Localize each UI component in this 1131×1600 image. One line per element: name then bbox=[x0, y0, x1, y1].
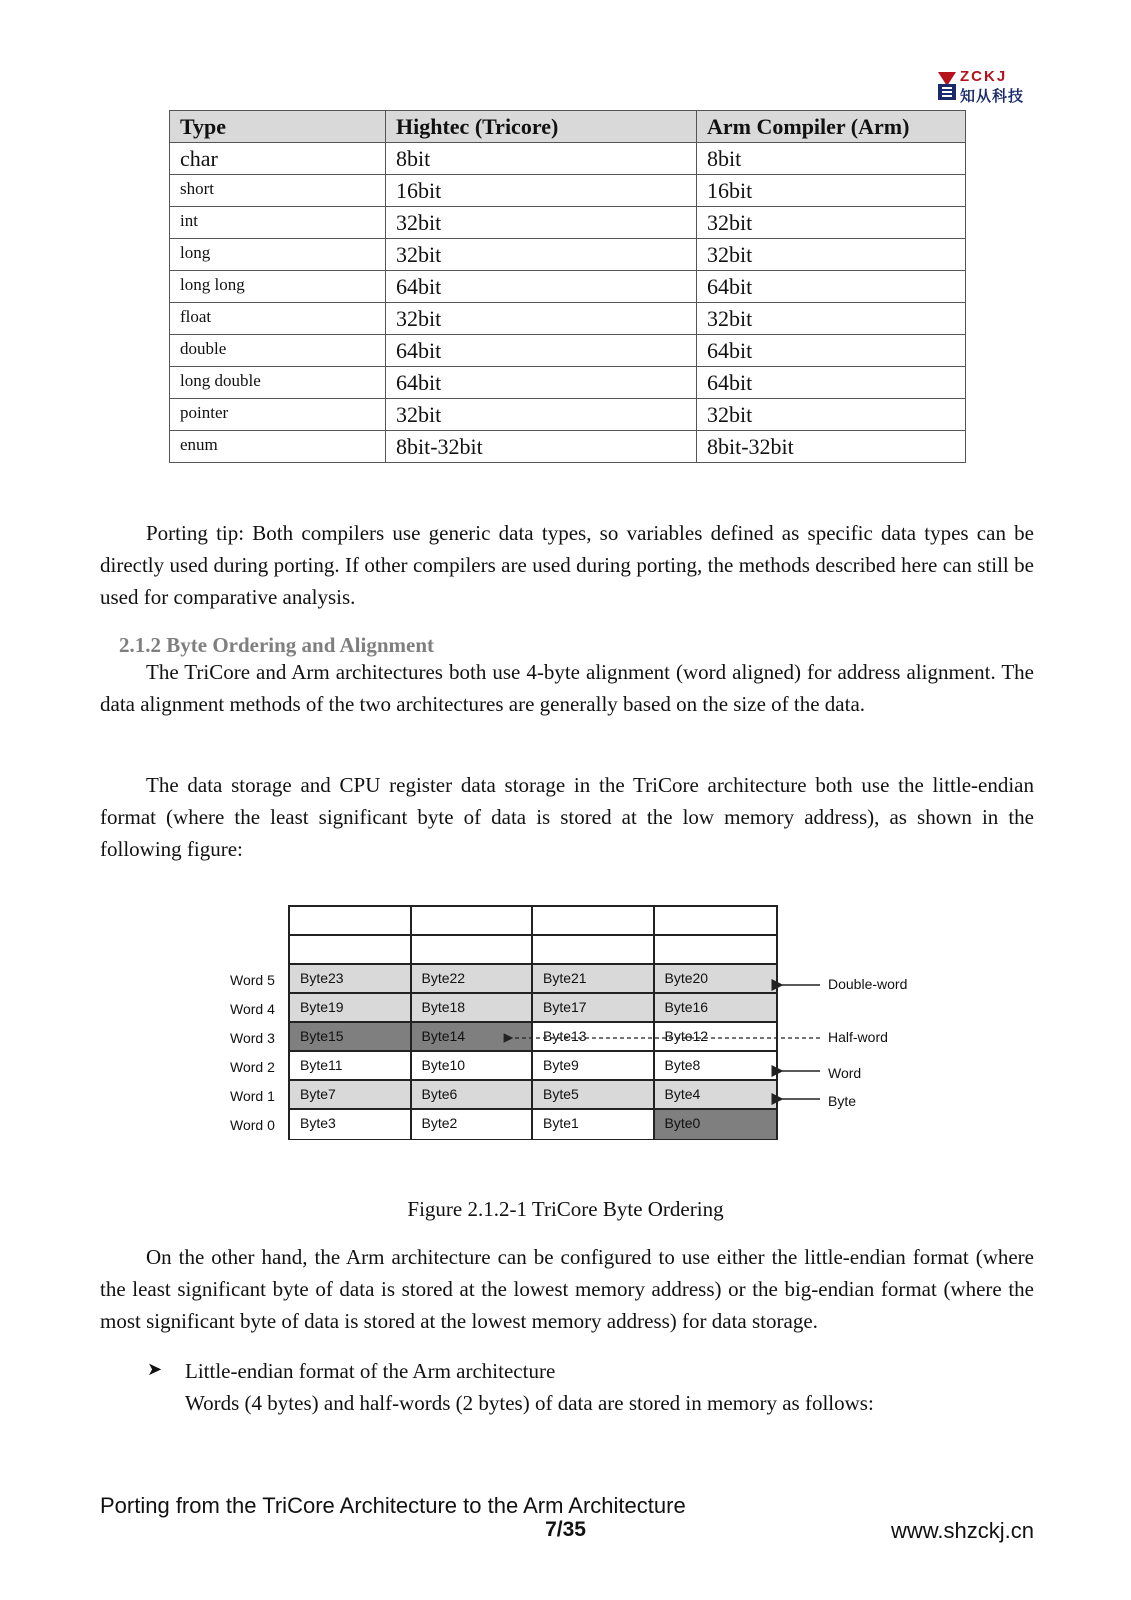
type-cell: short bbox=[170, 175, 386, 207]
byte-cell: Byte0 bbox=[655, 1110, 777, 1139]
porting-tip-text: Porting tip: Both compilers use generic data types, so variables defined as specific data types can be directly used during porting. If other compilers are used during porting, the methods described here can still be used for comparative analysis. bbox=[100, 521, 1034, 609]
arm-size-cell: 64bit bbox=[697, 367, 966, 399]
tricore-size-cell: 32bit bbox=[386, 399, 697, 431]
header-arm: Arm Compiler (Arm) bbox=[697, 111, 966, 143]
table-row bbox=[170, 143, 966, 175]
arm-size-cell: 32bit bbox=[697, 399, 966, 431]
word-label: Word 4 bbox=[230, 1001, 275, 1017]
table-row bbox=[170, 239, 966, 271]
bullet-title: Little-endian format of the Arm architecture bbox=[185, 1359, 556, 1383]
tricore-size-cell: 64bit bbox=[386, 335, 697, 367]
little-endian-paragraph bbox=[100, 769, 1034, 865]
porting-tip-paragraph bbox=[100, 517, 1034, 613]
figure-caption: Figure 2.1.2-1 TriCore Byte Ordering bbox=[407, 1197, 724, 1221]
bullet-arrow-icon: ➤ bbox=[147, 1359, 163, 1379]
byte-cell: Byte9 bbox=[533, 1052, 655, 1081]
little-endian-text: The data storage and CPU register data storage in the TriCore architecture both use the little-endian format (where the least significant byte of data is stored at the low memory address), as shown in the following figure: bbox=[100, 773, 1034, 861]
type-cell: long double bbox=[170, 367, 386, 399]
table-row bbox=[170, 303, 966, 335]
byte-cell: Byte15 bbox=[290, 1023, 412, 1052]
byte-cell: Byte3 bbox=[290, 1110, 412, 1139]
byte-cell: Byte17 bbox=[533, 994, 655, 1023]
arm-size-cell: 64bit bbox=[697, 335, 966, 367]
byte-cell: Byte11 bbox=[290, 1052, 412, 1081]
byte-cell: Byte20 bbox=[655, 965, 777, 994]
arm-config-text: On the other hand, the Arm architecture can be configured to use either the little-endian format (where the least significant byte of data is stored at the lowest memory address) or the big-endian format (where the most significant byte of data is stored at the lowest memory address) for data storage. bbox=[100, 1245, 1034, 1333]
byte-cell: Byte1 bbox=[533, 1110, 655, 1139]
alignment-text: The TriCore and Arm architectures both use 4-byte alignment (word aligned) for address alignment. The data alignment methods of the two architectures are generally based on the size of the data. bbox=[100, 660, 1034, 716]
page-number: 7/35 bbox=[545, 1518, 586, 1541]
table-row bbox=[170, 271, 966, 303]
logo-text-en: ZCKJ bbox=[960, 68, 1008, 85]
type-cell: enum bbox=[170, 431, 386, 463]
header-type: Type bbox=[170, 111, 386, 143]
figure-arrows bbox=[220, 905, 940, 1145]
table-row bbox=[170, 399, 966, 431]
word-label: Word 1 bbox=[230, 1088, 275, 1104]
word-label: Word 2 bbox=[230, 1059, 275, 1075]
table-row bbox=[170, 431, 966, 463]
byte-cell: Byte7 bbox=[290, 1081, 412, 1110]
word-label: Word 0 bbox=[230, 1117, 275, 1133]
tricore-size-cell: 16bit bbox=[386, 175, 697, 207]
double-word-label: Double-word bbox=[828, 976, 908, 992]
tricore-size-cell: 32bit bbox=[386, 239, 697, 271]
alignment-paragraph bbox=[100, 656, 1034, 720]
byte-cell: Byte23 bbox=[290, 965, 412, 994]
tricore-size-cell: 64bit bbox=[386, 367, 697, 399]
type-cell: int bbox=[170, 207, 386, 239]
table-row bbox=[170, 207, 966, 239]
byte-cell: Byte2 bbox=[412, 1110, 534, 1139]
type-cell: long bbox=[170, 239, 386, 271]
type-cell: double bbox=[170, 335, 386, 367]
byte-cell: Byte10 bbox=[412, 1052, 534, 1081]
table-row bbox=[170, 335, 966, 367]
data-type-table bbox=[169, 110, 966, 463]
type-cell: float bbox=[170, 303, 386, 335]
half-word-label: Half-word bbox=[828, 1029, 888, 1045]
byte-cell: Byte5 bbox=[533, 1081, 655, 1110]
byte-cell: Byte6 bbox=[412, 1081, 534, 1110]
byte-cell: Byte16 bbox=[655, 994, 777, 1023]
table-row bbox=[170, 367, 966, 399]
bullet-text: Words (4 bytes) and half-words (2 bytes) of data are stored in memory as follows: bbox=[185, 1391, 874, 1415]
arm-size-cell: 64bit bbox=[697, 271, 966, 303]
type-cell: long long bbox=[170, 271, 386, 303]
arm-size-cell: 8bit bbox=[697, 143, 966, 175]
tricore-size-cell: 64bit bbox=[386, 271, 697, 303]
company-logo bbox=[936, 70, 1036, 106]
tricore-size-cell: 32bit bbox=[386, 207, 697, 239]
arm-size-cell: 8bit-32bit bbox=[697, 431, 966, 463]
tricore-size-cell: 8bit bbox=[386, 143, 697, 175]
byte-cell: Byte18 bbox=[412, 994, 534, 1023]
table-row bbox=[170, 175, 966, 207]
byte-cell: Byte21 bbox=[533, 965, 655, 994]
byte-cell: Byte19 bbox=[290, 994, 412, 1023]
logo-mark-icon bbox=[936, 70, 958, 102]
byte-cell: Byte14 bbox=[412, 1023, 534, 1052]
arm-size-cell: 16bit bbox=[697, 175, 966, 207]
arm-size-cell: 32bit bbox=[697, 303, 966, 335]
arm-size-cell: 32bit bbox=[697, 239, 966, 271]
tricore-size-cell: 32bit bbox=[386, 303, 697, 335]
arm-config-paragraph bbox=[100, 1241, 1034, 1337]
table-header-row bbox=[170, 111, 966, 143]
word-label: Word 3 bbox=[230, 1030, 275, 1046]
byte-cell: Byte4 bbox=[655, 1081, 777, 1110]
word-type-label: Word bbox=[828, 1065, 862, 1081]
section-heading: 2.1.2 Byte Ordering and Alignment bbox=[119, 633, 435, 657]
tricore-size-cell: 8bit-32bit bbox=[386, 431, 697, 463]
footer-url: www.shzckj.cn bbox=[890, 1518, 1034, 1543]
header-hightec: Hightec (Tricore) bbox=[386, 111, 697, 143]
logo-text-cn: 知从科技 bbox=[960, 87, 1025, 105]
byte-cell: Byte8 bbox=[655, 1052, 777, 1081]
byte-ordering-figure bbox=[220, 905, 940, 1145]
type-cell: pointer bbox=[170, 399, 386, 431]
byte-cell: Byte22 bbox=[412, 965, 534, 994]
footer-title: Porting from the TriCore Architecture to the Arm Architecture bbox=[100, 1493, 686, 1518]
byte-type-label: Byte bbox=[828, 1093, 857, 1109]
arm-size-cell: 32bit bbox=[697, 207, 966, 239]
word-label: Word 5 bbox=[230, 972, 275, 988]
byte-cell: Byte13 bbox=[533, 1023, 655, 1052]
byte-cell: Byte12 bbox=[655, 1023, 777, 1052]
type-cell: char bbox=[170, 143, 386, 175]
